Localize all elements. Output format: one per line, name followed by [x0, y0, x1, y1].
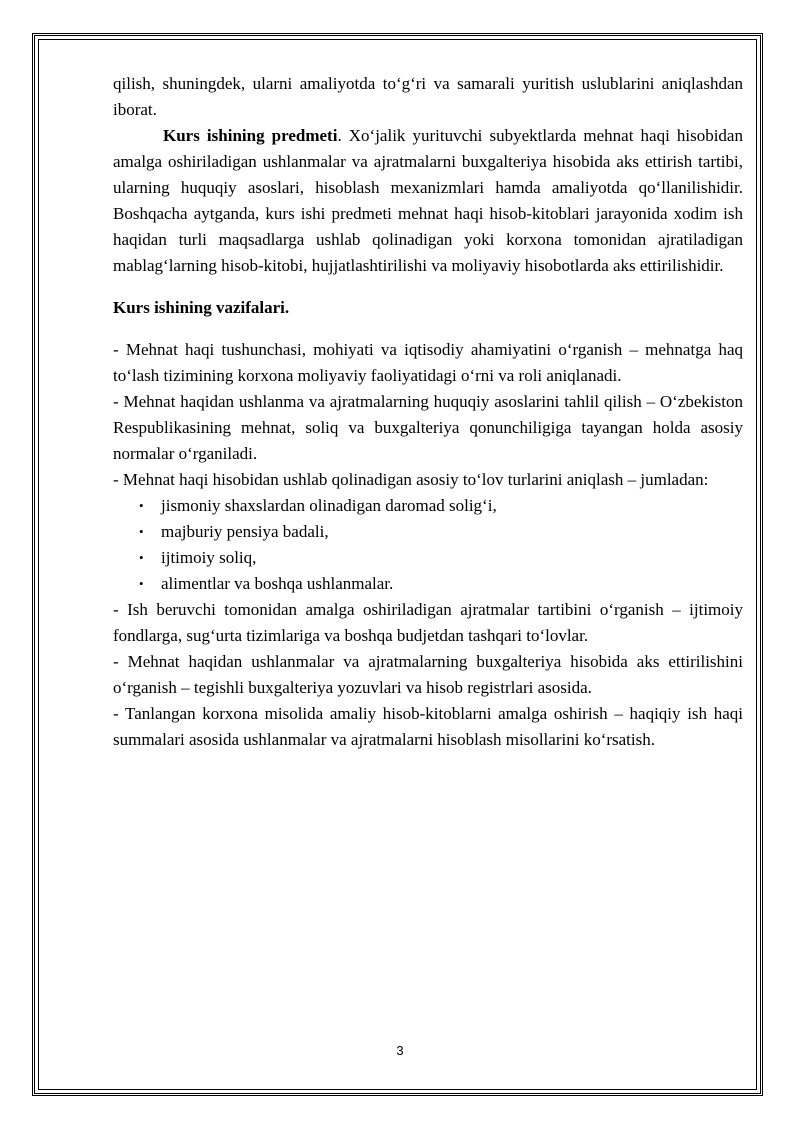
task-item: - Mehnat haqidan ushlanmalar va ajratmalarning buxgalteriya hisobida aks ettirilishini o‘rganish – tegishli buxgalteriya yozuvlari va hisob registrlari asosida. — [113, 652, 743, 697]
document-body — [113, 71, 743, 753]
page-number: 3 — [396, 1043, 404, 1058]
list-item — [139, 519, 743, 545]
task-item: - Ish beruvchi tomonidan amalga oshiriladigan ajratmalar tartibini o‘rganish – ijtimoiy fondlarga, sug‘urta tizimlariga va boshqa budjetdan tashqari to‘lovlar. — [113, 600, 743, 645]
list-item-text: majburiy pensiya badali, — [161, 522, 329, 541]
list-item — [139, 493, 743, 519]
intro-continuation: qilish, shuningdek, ularni amaliyotda to‘g‘ri va samarali yuritish uslublarini aniqlashdan iborat. — [113, 74, 743, 119]
tasks-heading: Kurs ishining vazifalari. — [113, 298, 290, 317]
deductions-list — [113, 493, 743, 597]
bullet-icon: • — [139, 550, 144, 565]
list-item — [139, 545, 743, 571]
list-item-text: jismoniy shaxslardan olinadigan daromad solig‘i, — [161, 496, 497, 515]
bullet-icon: • — [139, 576, 144, 591]
task-item: - Tanlangan korxona misolida amaliy hisob-kitoblarni amalga oshirish – haqiqiy ish haqi summalari asosida ushlanmalar va ajratmalarni hisoblash misollarini ko‘rsatish. — [113, 704, 743, 749]
list-item-text: alimentlar va boshqa ushlanmalar. — [161, 574, 394, 593]
task-item: - Mehnat haqi tushunchasi, mohiyati va iqtisodiy ahamiyatini o‘rganish – mehnatga haq to‘lash tizimining korxona moliyaviy faoliyatidagi o‘rni va roli aniqlanadi. — [113, 340, 743, 385]
task-item: - Mehnat haqi hisobidan ushlab qolinadigan asosiy to‘lov turlarini aniqlash – jumladan: — [113, 470, 709, 489]
subject-paragraph — [113, 123, 743, 279]
task-item: - Mehnat haqidan ushlanma va ajratmalarning huquqiy asoslarini tahlil qilish – O‘zbekiston Respublikasining mehnat, soliq va buxgalteriya qonunchiligiga tayangan holda asosiy normalar o‘rganiladi. — [113, 392, 743, 463]
subject-heading: Kurs ishining predmeti — [163, 126, 338, 145]
list-item-text: ijtimoiy soliq, — [161, 548, 257, 567]
subject-text: . Xo‘jalik yurituvchi subyektlarda mehnat haqi hisobidan amalga oshiriladigan ushlanmalar va ajratmalarni buxgalteriya hisobida aks ettirish tartibi, ularning huquqiy asoslari, hisoblash mexanizmlari hamda amaliyotda qo‘llanilishidir. Boshqacha aytganda, kurs ishi predmeti mehnat haqi hisob-kitoblari jarayonida xodim ish haqidan turli maqsadlarga ushlab qolinadigan yoki korxona tomonidan ajratiladigan mablag‘larning hisob-kitobi, hujjatlashtirilishi va moliyaviy hisobotlarda aks ettirilishidir. — [113, 126, 743, 275]
bullet-icon: • — [139, 498, 144, 513]
bullet-icon: • — [139, 524, 144, 539]
list-item — [139, 571, 743, 597]
